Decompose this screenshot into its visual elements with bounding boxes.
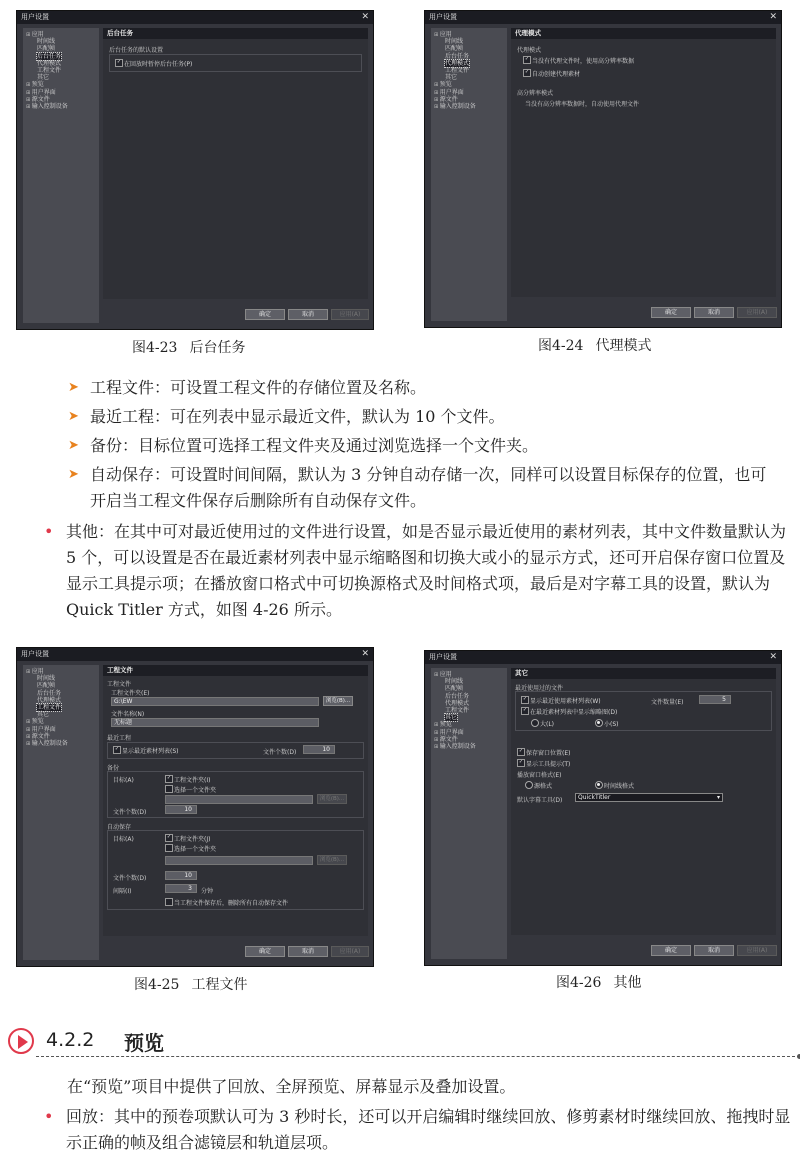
tree-item-source[interactable]: ⊞ 源文件 [23,733,99,740]
auto-folder-input[interactable] [165,856,313,865]
apply-button[interactable]: 应用(A) [737,307,777,318]
recent-count-input[interactable]: 10 [303,745,335,754]
bullet-text: 其他：在其中可对最近使用过的文件进行设置，如是否显示最近使用的素材列表，其中文件数量默认为 5 个，可以设置是否在最近素材列表中显示缩略图和切换大或小的显示方式，还可开启保存窗口位置及显示工具提示项；在播放窗口格式中可切换源格式及时间格式项，最后是对字幕工具的设置，默认为 Quick Titler 方式，如图 4-26 所示。 [66,522,787,619]
group-label: 代理模式 [517,47,542,54]
tree-item-label: 其它 [445,714,458,722]
tree-item-background-tasks[interactable]: 后台任务 [37,689,62,697]
file-count-input[interactable]: 5 [699,695,731,704]
intro-paragraph: 在“预览”项目中提供了回放、全屏预览、屏幕显示及叠加设置。 [67,1077,516,1096]
tree-item-preview[interactable]: ⊞ 预览 [23,81,99,88]
figure-caption [132,337,245,357]
tree-item-background-tasks[interactable]: 后台任务 [445,692,470,700]
timeline-format-radio[interactable]: 时间线格式 [595,781,634,790]
panel-title: 其它 [511,668,776,679]
bullet-item [44,519,796,623]
arrow-icon: ➤ [68,438,79,453]
tree-item-other[interactable]: 其它 [445,74,458,82]
tree-item-app[interactable]: ⊞ 应用 [431,671,507,678]
tree-item-app[interactable]: ⊞ 应用 [23,31,99,38]
field-label: 默认字幕工具(D) [517,797,563,804]
interval-unit: 分钟 [201,888,214,895]
auto-choose-folder-checkbox[interactable]: 选择一个文件夹 [165,844,216,853]
list-item-text: 最近工程：可在列表中显示最近文件，默认为 10 个文件。 [90,407,505,426]
figure-caption [134,974,247,994]
settings-panel [103,28,368,299]
panel-title: 工程文件 [103,665,368,676]
interval-input[interactable]: 3 [165,884,197,893]
tree-item-background-tasks[interactable]: 后台任务 [445,52,470,60]
browse-button[interactable]: 浏览(B)... [323,696,353,706]
arrow-icon: ➤ [68,380,79,395]
hires-note: 当没有高分辨率数据时，自动使用代理文件 [525,101,640,108]
field-label: 文件个数(D) [113,875,147,882]
group-label: 自动保存 [107,824,132,831]
section-heading [8,1026,798,1058]
cancel-button[interactable]: 取消 [288,946,328,957]
cancel-button[interactable]: 取消 [288,309,328,320]
field-label: 目标(A) [113,777,134,784]
tree-item-source[interactable]: ⊞ 源文件 [431,736,507,743]
group-label: 后台任务的默认设置 [109,47,164,54]
project-name-input[interactable]: 无标题 [111,718,319,727]
tree-item-input-devices[interactable]: ⊞ 输入控制设备 [23,103,99,110]
list-item [68,462,780,514]
figure-caption [556,972,641,992]
use-hires-checkbox[interactable]: ✓ 当没有代理文件时，使用高分辨率数据 [523,56,634,65]
field-label: 间隔(I) [113,888,132,895]
dialog-title: 用户设置 [21,13,49,21]
tree-item-ui[interactable]: ⊞ 用户界面 [23,89,99,96]
settings-panel [511,668,776,935]
dialog-titlebar [17,11,373,24]
tree-item-proxy[interactable]: 代理模式 [445,699,470,707]
figure-title: 后台任务 [189,340,246,356]
dialog-title: 用户设置 [429,13,457,21]
apply-button[interactable]: 应用(A) [331,946,369,957]
close-icon[interactable]: ✕ [361,12,369,22]
project-folder-input[interactable]: G:\EW [111,697,319,706]
auto-project-folder-checkbox[interactable]: ✓ 工程文件夹(J) [165,834,210,843]
cancel-button[interactable]: 取消 [694,945,734,956]
settings-tree [431,28,507,321]
backup-folder-input[interactable] [165,795,313,804]
bullet-item [44,1104,796,1156]
tree-item-proxy[interactable] [431,60,507,67]
size-large-radio[interactable]: 大(L) [531,719,554,728]
field-label: 文件名称(N) [111,711,145,718]
tree-item-proxy[interactable]: 代理模式 [37,696,62,704]
settings-tree [23,665,99,960]
cancel-button[interactable]: 取消 [694,307,734,318]
dialog-other [424,650,782,966]
tree-item-input-devices[interactable]: ⊞ 输入控制设备 [23,740,99,747]
dialog-proxy-mode [424,10,782,328]
dialog-background-tasks [16,10,374,330]
list-item [68,433,800,459]
auto-count-input[interactable]: 10 [165,871,197,880]
show-tooltips-checkbox[interactable]: ✓ 显示工具提示(T) [517,759,570,768]
group-label: 高分辨率模式 [517,90,554,97]
section-divider [36,1056,800,1057]
arrow-icon: ➤ [68,409,79,424]
apply-button[interactable]: 应用(A) [737,945,777,956]
tree-item-project-file[interactable] [23,704,99,711]
tree-item-ui[interactable]: ⊞ 用户界面 [431,89,507,96]
tree-item-timeline[interactable]: 时间线 [37,675,56,683]
tree-item-timeline[interactable]: 时间线 [37,38,56,46]
list-item-text: 工程文件：可设置工程文件的存储位置及名称。 [90,378,427,397]
close-icon[interactable]: ✕ [361,649,369,659]
tree-item-label: 工程文件 [37,703,62,711]
dialog-title: 用户设置 [21,650,49,658]
tree-item-preview[interactable]: ⊞ 预览 [431,81,507,88]
title-tool-select[interactable]: QuickTitler ▾ [575,793,723,802]
show-recent-checkbox[interactable]: ✓ 显示最近使用素材列表(W) [521,696,601,705]
figure-number: 图4-24 [538,338,584,354]
tree-item-ui[interactable]: ⊞ 用户界面 [23,726,99,733]
bullet-icon: • [44,522,54,541]
dialog-title: 用户设置 [429,653,457,661]
field-label: 文件个数(D) [263,749,297,756]
apply-button[interactable]: 应用(A) [331,309,369,320]
size-small-radio[interactable]: 小(S) [595,719,619,728]
panel-title: 代理模式 [511,28,776,39]
settings-panel [103,665,368,936]
figure-title: 代理模式 [595,338,652,354]
tree-item-app[interactable]: ⊞ 应用 [23,668,99,675]
field-label: 播放窗口格式(E) [517,772,562,779]
group-label: 工程文件 [107,681,132,688]
ok-button[interactable]: 确定 [245,946,285,957]
tree-item-preview[interactable]: ⊞ 预览 [431,721,507,728]
backup-choose-folder-checkbox[interactable]: 选择一个文件夹 [165,785,216,794]
tree-item-label: 后台任务 [37,52,62,60]
tree-item-project-file[interactable]: 工程文件 [445,66,470,74]
tree-item-other[interactable]: 其它 [37,74,50,82]
tree-item-label: 代理模式 [445,59,470,67]
tree-item-match-frame[interactable]: 匹配帧 [37,682,56,690]
settings-tree [23,28,99,323]
auto-browse-button[interactable]: 浏览(B)... [317,855,347,865]
tree-item-proxy[interactable]: 代理模式 [37,59,62,67]
backup-browse-button[interactable]: 浏览(B)... [317,794,347,804]
list-item-text: 备份：目标位置可选择工程文件夹及通过浏览选择一个文件夹。 [90,436,539,455]
tree-item-project-file[interactable]: 工程文件 [37,66,62,74]
source-format-radio[interactable]: 源格式 [525,781,552,790]
settings-panel [511,28,776,297]
tree-item-timeline[interactable]: 时间线 [445,38,464,46]
field-label: 工程文件夹(E) [111,690,150,697]
list-item [68,404,800,430]
show-recent-checkbox[interactable]: ✓ 显示最近素材列表(S) [113,746,179,755]
dialog-titlebar [425,11,781,24]
section-number: 4.2.2 [46,1029,95,1051]
group-label: 最近使用过的文件 [515,685,564,692]
backup-count-input[interactable]: 10 [165,805,197,814]
settings-tree [431,668,507,959]
field-label: 文件数量(E) [651,699,684,706]
figure-title: 工程文件 [191,977,248,993]
tree-item-ui[interactable]: ⊞ 用户界面 [431,729,507,736]
close-icon[interactable]: ✕ [769,12,777,22]
group-label: 备份 [107,765,120,772]
bullet-icon: • [44,1107,54,1126]
tree-item-background-tasks[interactable] [23,53,99,60]
figure-caption [538,335,651,355]
show-thumbnails-checkbox[interactable]: ✓ 在最近素材列表中显示缩略图(D) [521,707,617,716]
tree-item-match-frame[interactable]: 匹配帧 [445,45,464,53]
figure-title: 其他 [613,975,642,991]
close-icon[interactable]: ✕ [769,652,777,662]
dialog-project-file [16,647,374,967]
tree-item-other[interactable]: 其它 [37,711,50,719]
bullet-text: 回放：其中的预卷项默认可为 3 秒时长，还可以开启编辑时继续回放、修剪素材时继续回放、拖拽时显示正确的帧及组合滤镜层和轨道层项。 [66,1107,791,1152]
list-item-text: 自动保存：可设置时间间隔，默认为 3 分钟自动存储一次，同样可以设置目标保存的位置，也可开启当工程文件保存后删除所有自动保存文件。 [90,465,767,510]
tree-item-project-file[interactable]: 工程文件 [445,706,470,714]
list-item [68,375,800,401]
save-window-checkbox[interactable]: ✓ 保存窗口位置(E) [517,748,570,757]
tree-item-source[interactable]: ⊞ 源文件 [431,96,507,103]
dialog-titlebar [425,651,781,664]
tree-item-timeline[interactable]: 时间线 [445,678,464,686]
figure-number: 图4-23 [132,340,178,356]
field-label: 文件个数(D) [113,809,147,816]
pause-background-checkbox[interactable]: ✓ 在回放时暂停后台任务(P) [115,59,192,68]
tree-item-match-frame[interactable]: 匹配帧 [445,685,464,693]
play-icon [8,1028,34,1054]
tree-item-preview[interactable]: ⊞ 预览 [23,718,99,725]
auto-proxy-checkbox[interactable]: ✓ 自动创建代理素材 [523,69,580,78]
tree-item-source[interactable]: ⊞ 源文件 [23,96,99,103]
ok-button[interactable]: 确定 [245,309,285,320]
tree-item-input-devices[interactable]: ⊞ 输入控制设备 [431,743,507,750]
section-title: 预览 [124,1031,164,1055]
dialog-titlebar [17,648,373,661]
panel-title: 后台任务 [103,28,368,39]
ok-button[interactable]: 确定 [651,307,691,318]
group-label: 最近工程 [107,735,132,742]
delete-autosave-checkbox[interactable]: 当工程文件保存后，删除所有自动保存文件 [165,898,288,907]
tree-item-match-frame[interactable]: 匹配帧 [37,45,56,53]
figure-number: 图4-26 [556,975,602,991]
tree-item-input-devices[interactable]: ⊞ 输入控制设备 [431,103,507,110]
backup-project-folder-checkbox[interactable]: ✓ 工程文件夹(I) [165,775,210,784]
field-label: 目标(A) [113,836,134,843]
figure-number: 图4-25 [134,977,180,993]
arrow-icon: ➤ [68,467,79,482]
ok-button[interactable]: 确定 [651,945,691,956]
tree-item-app[interactable]: ⊞ 应用 [431,31,507,38]
